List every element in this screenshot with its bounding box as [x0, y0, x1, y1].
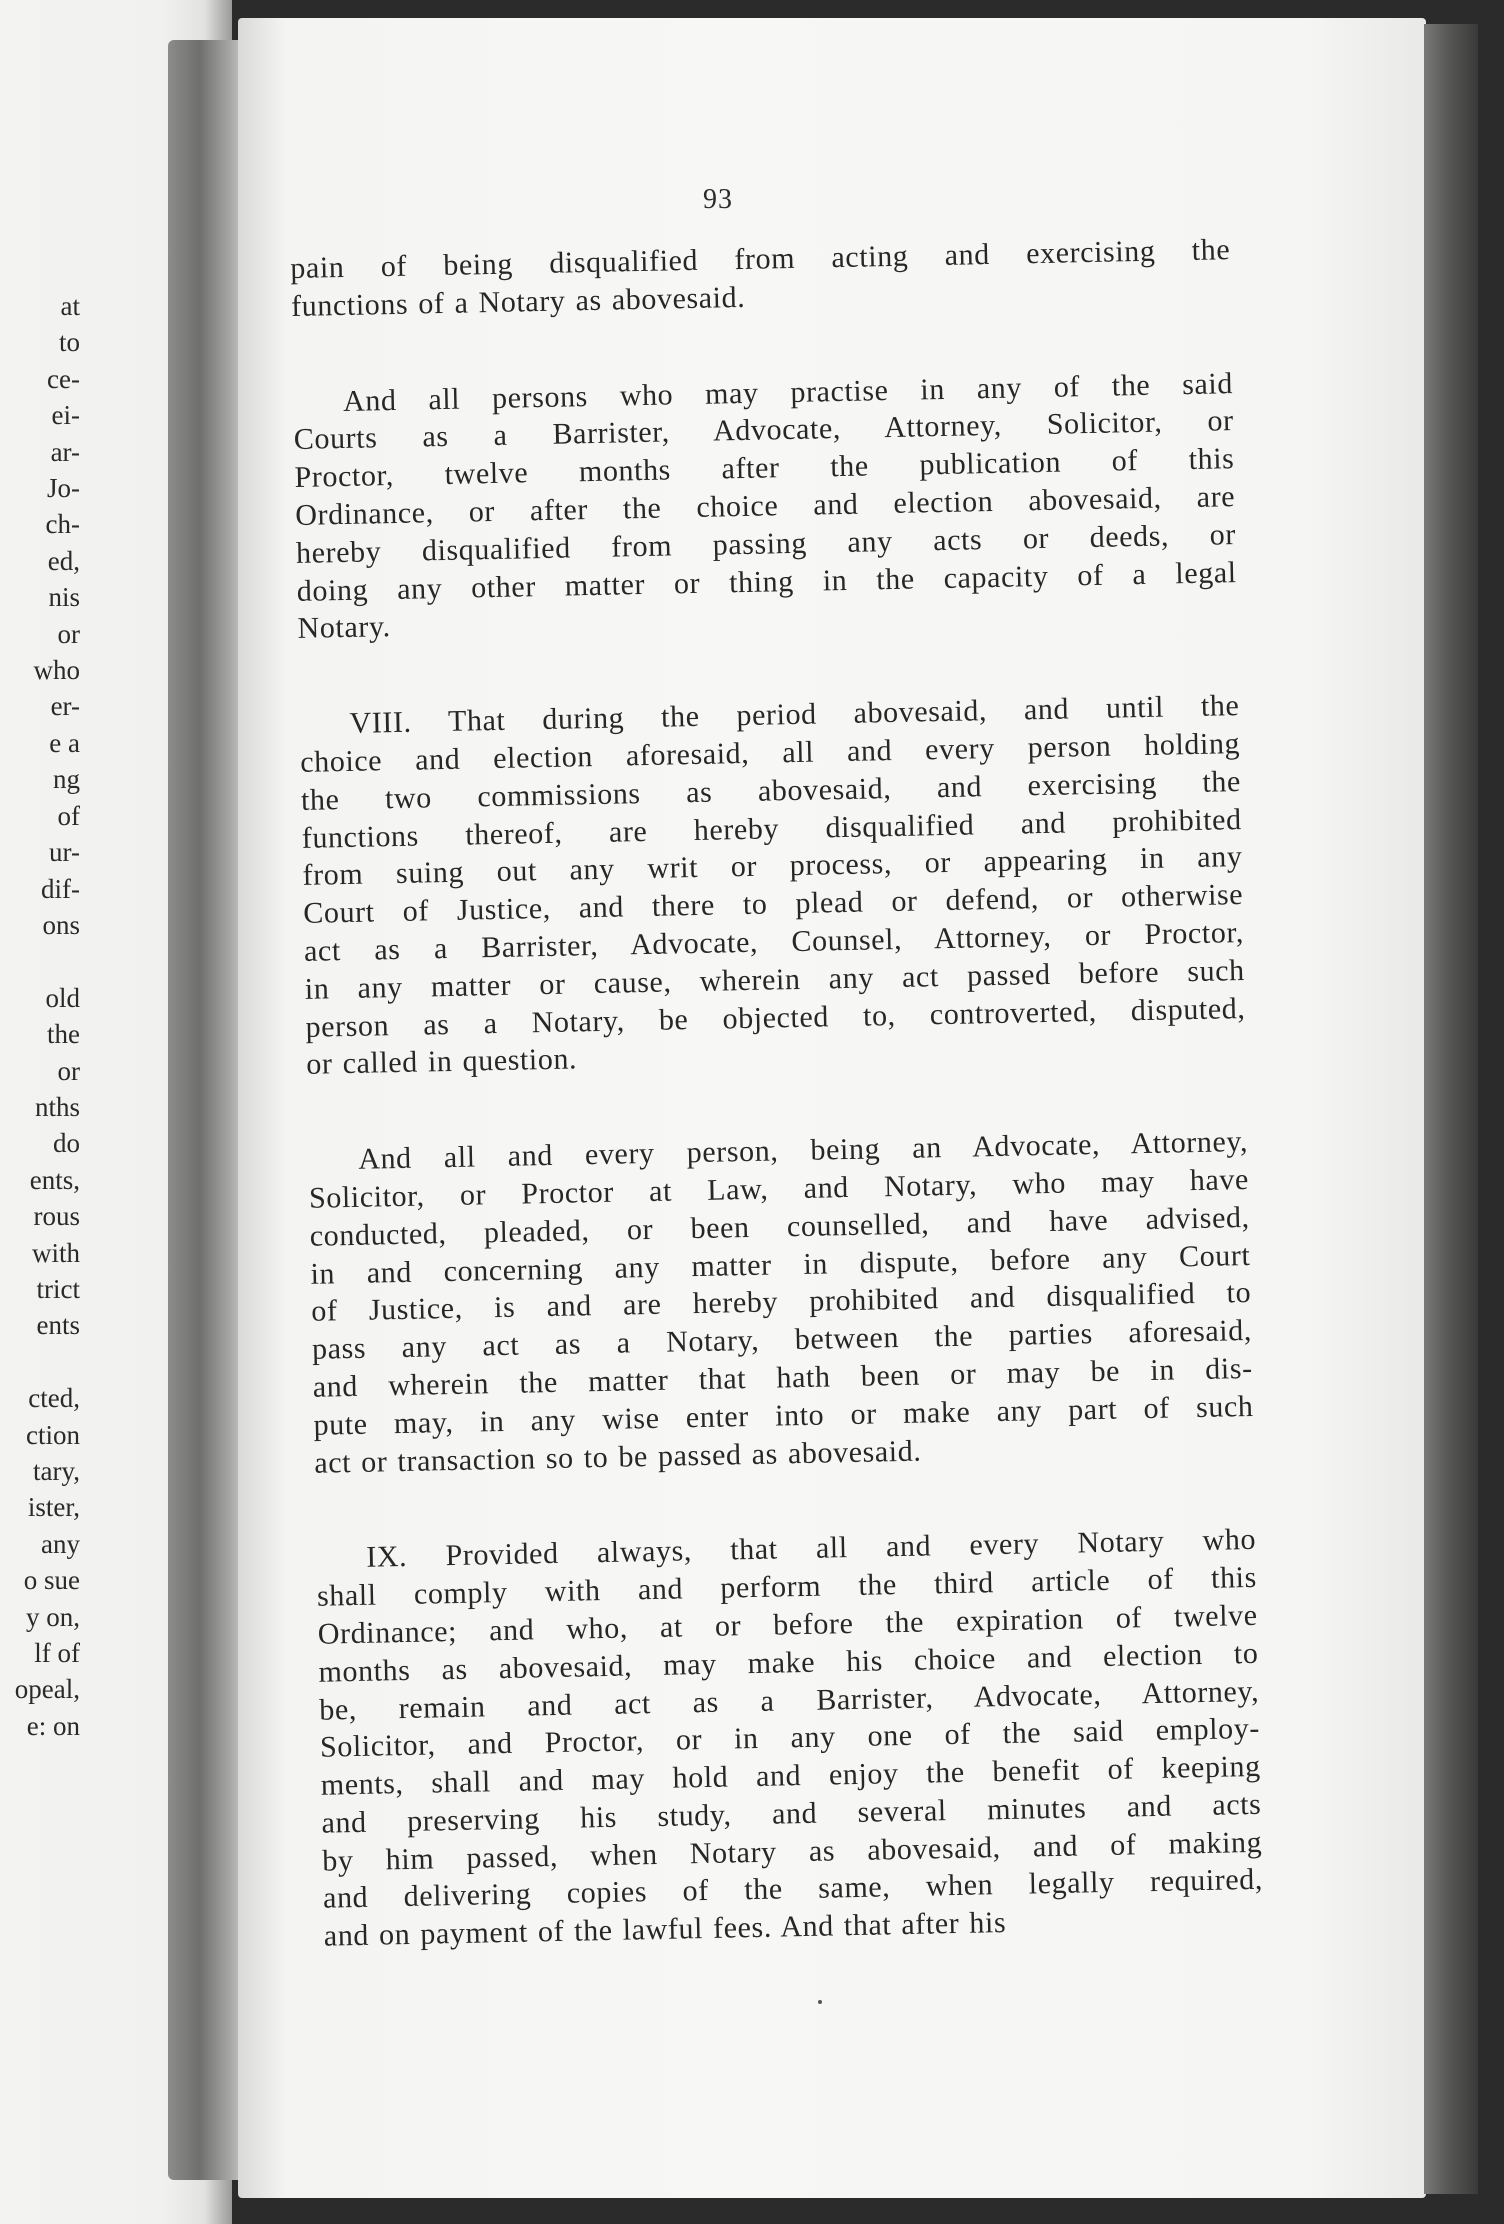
left-page-fragment: at — [60, 291, 80, 321]
text-line: Proctor, twelve months after the publication of this — [294, 442, 1235, 495]
text-line: and on payment of the lawful fees. And that after his — [323, 1906, 1007, 1953]
left-page-fragment: trict — [36, 1273, 80, 1304]
left-page-fragment: e a — [49, 727, 80, 758]
left-page-fragment: ons — [42, 909, 80, 940]
text-line: functions thereof, are hereby disqualified and prohibited — [301, 802, 1242, 855]
left-page-fragment: lf of — [34, 1638, 80, 1669]
text-line: be, remain and act as a Barrister, Advocate, Attorney, — [318, 1674, 1260, 1727]
text-line: the two commissions as abovesaid, and exercising the — [300, 764, 1242, 817]
text-line: Ordinance, or after the choice and election abovesaid, are — [294, 480, 1236, 532]
text-line: or called in question. — [306, 1042, 578, 1082]
text-line: person as a Notary, be objected to, controverted, disputed, — [305, 991, 1246, 1044]
body-text — [290, 231, 1265, 2014]
left-page-fragment — [0, 943, 80, 979]
text-line: And all and every person, being an Advocate, Attorney, — [357, 1125, 1249, 1176]
text-line: by him passed, when Notary as abovesaid, and of making — [322, 1825, 1263, 1878]
paragraph — [316, 1521, 1264, 1956]
left-page-fragment: ction — [26, 1419, 80, 1450]
left-page-fragment: er- — [50, 691, 80, 722]
left-page-fragment: do — [53, 1128, 80, 1159]
left-page-fragment: ed, — [47, 545, 80, 576]
text-line: in any matter or cause, wherein any act passed before such — [304, 953, 1245, 1006]
text-line: of Justice, is and are hereby prohibited and disqualified to — [310, 1276, 1252, 1329]
left-page-fragment: ents — [36, 1310, 80, 1341]
speck — [818, 2000, 822, 2004]
left-page-fragment: ch- — [45, 509, 80, 540]
text-line: and preserving his study, and several minutes and acts — [321, 1787, 1262, 1840]
left-page-fragment: any — [41, 1528, 80, 1559]
text-line: Court of Justice, and there to plead or defend, or otherwise — [302, 878, 1244, 931]
left-page-fragment: or — [57, 1055, 80, 1086]
left-page-fragment: to — [58, 327, 80, 358]
left-page-fragment: ce- — [47, 363, 80, 394]
left-page-text-fragments — [0, 288, 80, 1744]
left-page-fragment: o sue — [23, 1565, 80, 1596]
left-page-fragment: ur- — [49, 837, 80, 868]
left-page-fragment: ar- — [50, 436, 80, 467]
left-page-fragment — [0, 1344, 80, 1380]
left-page-fragment: e: on — [26, 1710, 80, 1741]
left-page-fragment: ents, — [29, 1164, 80, 1195]
left-page-fragment: opeal, — [14, 1674, 80, 1705]
left-page-fragment: ister, — [27, 1492, 80, 1523]
left-page-fragment: ng — [53, 764, 80, 795]
left-page-fragment: who — [33, 655, 80, 686]
text-line: and delivering copies of the same, when legally required, — [322, 1863, 1264, 1916]
left-page-fragment: tary, — [33, 1456, 80, 1486]
left-page-fragment: the — [47, 1019, 80, 1050]
text-line: pute may, in any wise enter into or make any part of such — [313, 1389, 1254, 1442]
text-line: Notary. — [297, 610, 391, 646]
left-page-fragment: cted, — [28, 1383, 80, 1414]
text-line: from suing out any writ or process, or appearing in any — [302, 840, 1243, 893]
text-line: Ordinance; and who, at or before the expiration of twelve — [317, 1598, 1258, 1651]
text-line: VIII. That during the period abovesaid, and until the — [349, 689, 1240, 741]
page-number: 93 — [703, 184, 733, 215]
left-page-fragment: of — [57, 800, 80, 831]
text-line: act or transaction so to be passed as abovesaid. — [314, 1434, 922, 1480]
left-page-fragment: with — [31, 1237, 80, 1268]
left-page-fragment: or — [57, 618, 80, 649]
text-line: Solicitor, or Proctor at Law, and Notary, who may have — [308, 1162, 1250, 1215]
text-line: Courts as a Barrister, Advocate, Attorney, Solicitor, or — [293, 404, 1234, 457]
text-line: IX. Provided always, that all and every Notary who — [365, 1523, 1257, 1575]
left-page-fragment: old — [45, 982, 80, 1013]
text-line: pain of being disqualified from acting and exercising the — [290, 233, 1231, 285]
text-line: pass any act as a Notary, between the parties aforesaid, — [311, 1314, 1253, 1366]
paragraph — [293, 365, 1238, 648]
text-line: hereby disqualified from passing any acts or deeds, or — [295, 517, 1237, 570]
left-page-fragment: rous — [33, 1201, 80, 1232]
paragraph — [308, 1123, 1255, 1482]
text-line: months as abovesaid, may make his choice and election to — [318, 1636, 1259, 1689]
text-line: in and concerning any matter in dispute, before any Court — [310, 1238, 1251, 1291]
page-edge-shadow — [1424, 24, 1478, 2194]
left-page-fragment: nths — [34, 1091, 80, 1122]
text-line: and wherein the matter that hath been or may be in dis- — [312, 1351, 1253, 1404]
text-line: choice and election aforesaid, all and every person holding — [299, 727, 1241, 779]
text-line: shall comply with and perform the third article of this — [316, 1560, 1258, 1613]
left-page-fragment: nis — [48, 582, 80, 613]
text-line: doing any other matter or thing in the capacity of a legal — [296, 555, 1237, 608]
text-line: ments, shall and may hold and enjoy the benefit of keeping — [320, 1749, 1261, 1802]
text-line: functions of a Notary as abovesaid. — [290, 280, 746, 323]
text-line: conducted, pleaded, or been counselled, and have advised, — [309, 1200, 1250, 1253]
left-page-fragment: y on, — [26, 1601, 80, 1632]
text-line: And all persons who may practise in any of the said — [342, 366, 1234, 418]
left-page-fragment: ei- — [51, 400, 80, 431]
text-line: act as a Barrister, Advocate, Counsel, Attorney, or Proctor, — [303, 915, 1245, 968]
left-page-fragment: Jo- — [47, 473, 80, 504]
left-page-fragment: dif- — [41, 873, 80, 904]
paragraph — [299, 687, 1246, 1084]
text-line: Solicitor, and Proctor, or in any one of the said employ- — [319, 1712, 1261, 1764]
